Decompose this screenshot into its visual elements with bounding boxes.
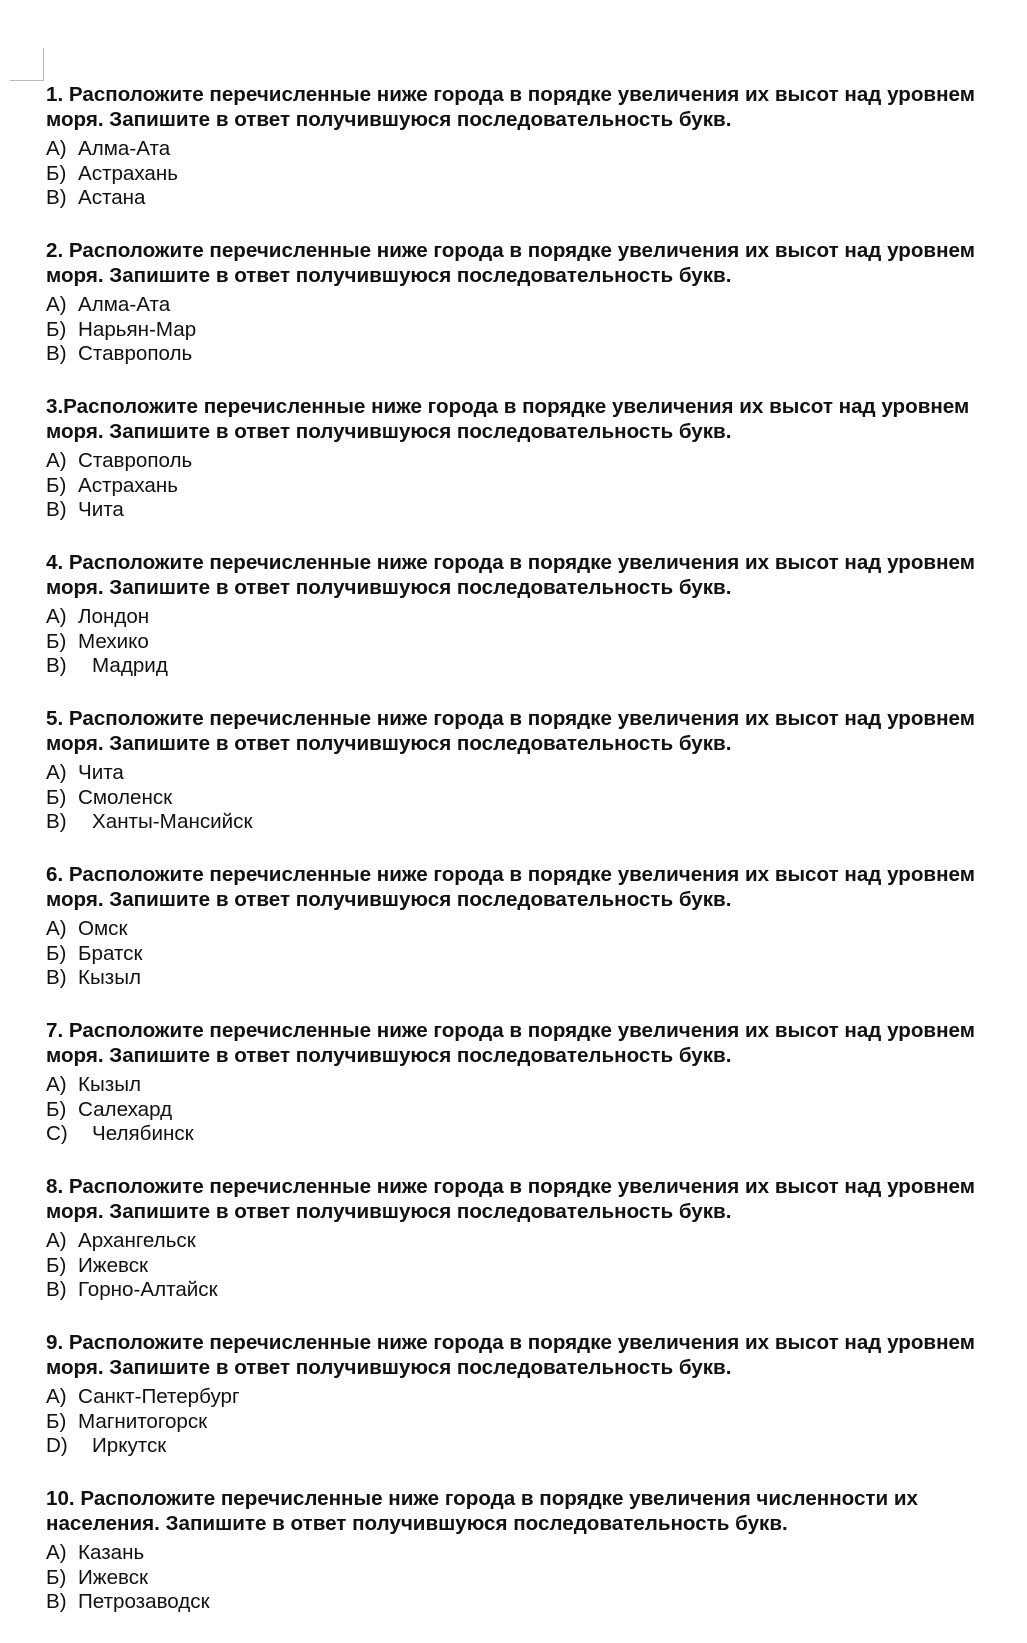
question-10-line-1: 10. Расположите перечисленные ниже города в порядке увеличения численности их — [46, 1487, 918, 1510]
option-b — [46, 1254, 1026, 1279]
option-b — [46, 318, 1026, 343]
option-letter: Б) — [46, 629, 67, 653]
option-letter: В) — [46, 654, 67, 677]
option-letter: А) — [46, 917, 67, 940]
option-text: Омск — [78, 917, 128, 940]
option-c — [46, 1434, 1026, 1459]
question-1 — [46, 82, 1026, 238]
option-text: Кызыл — [78, 966, 142, 989]
option-letter: В) — [46, 1278, 67, 1301]
option-text: Нарьян-Мар — [78, 317, 197, 341]
option-a — [46, 1073, 1026, 1098]
option-letter: А) — [46, 293, 67, 316]
question-7 — [46, 1018, 1026, 1174]
question-8-line-1: 8. Расположите перечисленные ниже города в порядке увеличения их высот над уровнем — [46, 1175, 975, 1198]
option-letter: Б) — [46, 473, 67, 497]
option-letter: А) — [46, 449, 67, 472]
option-text: Братск — [78, 941, 143, 965]
option-letter: Б) — [46, 785, 67, 809]
question-9-line-2: моря. Запишите в ответ получившуюся последовательность букв. — [46, 1356, 732, 1379]
option-c — [46, 498, 1026, 523]
option-b — [46, 1410, 1026, 1435]
question-6 — [46, 862, 1026, 1018]
option-b — [46, 162, 1026, 187]
option-text: Мехико — [78, 629, 149, 653]
option-text: Мадрид — [92, 654, 168, 677]
option-text: Алма-Ата — [78, 137, 171, 160]
option-a — [46, 293, 1026, 318]
question-3-line-2: моря. Запишите в ответ получившуюся последовательность букв. — [46, 420, 732, 443]
option-text: Смоленск — [78, 785, 173, 809]
option-text: Архангельск — [78, 1229, 196, 1252]
question-10-text — [46, 1486, 1026, 1536]
option-letter: А) — [46, 761, 67, 784]
option-letter: В) — [46, 1590, 67, 1613]
question-5 — [46, 706, 1026, 862]
question-5-line-2: моря. Запишите в ответ получившуюся последовательность букв. — [46, 732, 732, 755]
question-7-text — [46, 1018, 1026, 1068]
question-6-text — [46, 862, 1026, 912]
option-text: Чита — [78, 498, 124, 521]
option-c — [46, 654, 1026, 679]
question-1-line-2: моря. Запишите в ответ получившуюся последовательность букв. — [46, 108, 732, 131]
question-6-options — [46, 917, 1026, 991]
option-c — [46, 1278, 1026, 1303]
question-2-text — [46, 238, 1026, 288]
question-2 — [46, 238, 1026, 394]
option-letter: А) — [46, 1541, 67, 1564]
question-5-line-1: 5. Расположите перечисленные ниже города в порядке увеличения их высот над уровнем — [46, 707, 975, 730]
option-letter: А) — [46, 605, 67, 628]
option-b — [46, 786, 1026, 811]
option-letter: С) — [46, 1122, 68, 1145]
page-corner-mark — [10, 48, 44, 81]
option-text: Кызыл — [78, 1073, 142, 1096]
option-c — [46, 1590, 1026, 1615]
option-text: Чита — [78, 761, 124, 784]
question-9-options — [46, 1385, 1026, 1459]
option-letter: В) — [46, 966, 67, 989]
option-text: Астана — [78, 186, 146, 209]
question-4-text — [46, 550, 1026, 600]
option-letter: В) — [46, 342, 67, 365]
option-a — [46, 1541, 1026, 1566]
option-b — [46, 942, 1026, 967]
question-3-options — [46, 449, 1026, 523]
option-letter: Б) — [46, 1565, 67, 1589]
question-8 — [46, 1174, 1026, 1330]
question-8-options — [46, 1229, 1026, 1303]
option-letter: D) — [46, 1434, 68, 1457]
question-4 — [46, 550, 1026, 706]
option-letter: А) — [46, 137, 67, 160]
option-letter: Б) — [46, 941, 67, 965]
option-a — [46, 761, 1026, 786]
option-letter: А) — [46, 1385, 67, 1408]
question-2-line-1: 2. Расположите перечисленные ниже города в порядке увеличения их высот над уровнем — [46, 239, 975, 262]
question-9-line-1: 9. Расположите перечисленные ниже города в порядке увеличения их высот над уровнем — [46, 1331, 975, 1354]
option-c — [46, 186, 1026, 211]
option-text: Челябинск — [92, 1122, 194, 1145]
option-c — [46, 1122, 1026, 1147]
option-letter: А) — [46, 1073, 67, 1096]
question-6-line-1: 6. Расположите перечисленные ниже города в порядке увеличения их высот над уровнем — [46, 863, 975, 886]
question-10 — [46, 1486, 1026, 1642]
option-text: Ставрополь — [78, 342, 193, 365]
option-text: Салехард — [78, 1097, 173, 1121]
question-list — [46, 82, 1026, 1642]
option-c — [46, 342, 1026, 367]
question-2-line-2: моря. Запишите в ответ получившуюся последовательность букв. — [46, 264, 732, 287]
option-text: Горно-Алтайск — [78, 1278, 218, 1301]
question-1-text — [46, 82, 1026, 132]
question-7-line-1: 7. Расположите перечисленные ниже города в порядке увеличения их высот над уровнем — [46, 1019, 975, 1042]
question-2-options — [46, 293, 1026, 367]
question-3-text — [46, 394, 1026, 444]
option-text: Петрозаводск — [78, 1590, 210, 1613]
question-10-line-2: населения. Запишите в ответ получившуюся последовательность букв. — [46, 1512, 788, 1535]
question-7-options — [46, 1073, 1026, 1147]
option-letter: В) — [46, 186, 67, 209]
question-7-line-2: моря. Запишите в ответ получившуюся последовательность букв. — [46, 1044, 732, 1067]
option-a — [46, 605, 1026, 630]
option-text: Астрахань — [78, 473, 178, 497]
option-letter: Б) — [46, 161, 67, 185]
question-9-text — [46, 1330, 1026, 1380]
option-a — [46, 449, 1026, 474]
option-a — [46, 137, 1026, 162]
option-a — [46, 917, 1026, 942]
question-3 — [46, 394, 1026, 550]
option-letter: Б) — [46, 317, 67, 341]
option-text: Ижевск — [78, 1565, 149, 1589]
option-c — [46, 966, 1026, 991]
option-letter: Б) — [46, 1253, 67, 1277]
question-5-text — [46, 706, 1026, 756]
option-text: Санкт-Петербург — [78, 1385, 240, 1408]
question-4-line-2: моря. Запишите в ответ получившуюся последовательность букв. — [46, 576, 732, 599]
option-letter: А) — [46, 1229, 67, 1252]
option-text: Казань — [78, 1541, 145, 1564]
question-4-line-1: 4. Расположите перечисленные ниже города в порядке увеличения их высот над уровнем — [46, 551, 975, 574]
question-8-line-2: моря. Запишите в ответ получившуюся последовательность букв. — [46, 1200, 732, 1223]
option-c — [46, 810, 1026, 835]
question-5-options — [46, 761, 1026, 835]
option-text: Алма-Ата — [78, 293, 171, 316]
option-letter: В) — [46, 498, 67, 521]
question-1-options — [46, 137, 1026, 211]
option-text: Иркутск — [92, 1434, 167, 1457]
option-b — [46, 1566, 1026, 1591]
option-letter: Б) — [46, 1409, 67, 1433]
option-text: Ставрополь — [78, 449, 193, 472]
option-a — [46, 1385, 1026, 1410]
question-6-line-2: моря. Запишите в ответ получившуюся последовательность букв. — [46, 888, 732, 911]
question-4-options — [46, 605, 1026, 679]
option-letter: Б) — [46, 1097, 67, 1121]
question-8-text — [46, 1174, 1026, 1224]
option-b — [46, 474, 1026, 499]
question-3-line-1: 3.Расположите перечисленные ниже города в порядке увеличения их высот над уровнем — [46, 395, 970, 418]
option-b — [46, 630, 1026, 655]
option-text: Магнитогорск — [78, 1409, 208, 1433]
option-text: Ижевск — [78, 1253, 149, 1277]
option-text: Ханты-Мансийск — [92, 810, 253, 833]
option-b — [46, 1098, 1026, 1123]
option-text: Астрахань — [78, 161, 178, 185]
question-10-options — [46, 1541, 1026, 1615]
question-1-line-1: 1. Расположите перечисленные ниже города в порядке увеличения их высот над уровнем — [46, 83, 975, 106]
option-text: Лондон — [78, 605, 150, 628]
option-a — [46, 1229, 1026, 1254]
option-letter: В) — [46, 810, 67, 833]
question-9 — [46, 1330, 1026, 1486]
